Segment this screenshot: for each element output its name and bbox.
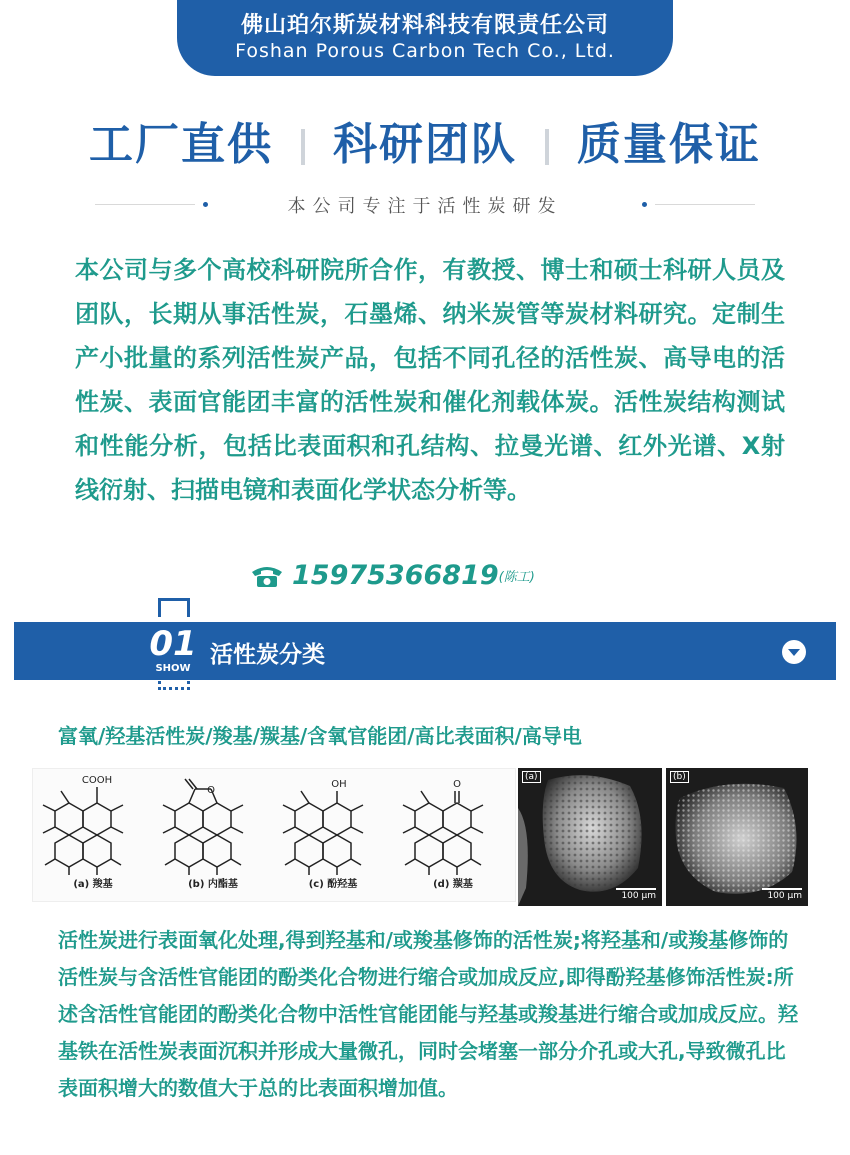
sem-scale-bar: [762, 888, 802, 890]
sem-scale-bar: [616, 888, 656, 890]
slogan-divider: [545, 129, 549, 165]
company-name-cn: 佛山珀尔斯炭材料科技有限责任公司: [240, 13, 609, 38]
keywords-line: 富氧/羟基活性炭/羧基/羰基/含氧官能团/高比表面积/高导电: [58, 724, 582, 748]
slogan-divider: [301, 129, 305, 165]
structure-label: (b) 内酯基: [188, 879, 238, 890]
sem-scale-label: 100 μm: [621, 891, 656, 901]
tagline-dot-right: [642, 202, 647, 207]
structure-carbonyl: [393, 769, 513, 901]
sem-tag: (b): [670, 771, 689, 783]
sem-scale-label: 100 μm: [767, 891, 802, 901]
section-show-label: SHOW: [155, 663, 191, 674]
company-name-en: Foshan Porous Carbon Tech Co., Ltd.: [235, 40, 615, 62]
structure-group-label: OH: [331, 779, 347, 790]
structure-carboxyl: [33, 769, 153, 901]
chemical-structures-figure: [32, 768, 516, 902]
structure-group-label: COOH: [81, 775, 113, 786]
contact-name: (陈工): [498, 570, 535, 585]
expand-button[interactable]: [782, 640, 806, 664]
sem-image-a: [518, 768, 662, 906]
slogan-factory: 工厂直供: [89, 119, 273, 170]
structure-label: (a) 羧基: [73, 879, 113, 890]
structure-phenolic-hydroxyl: [273, 769, 393, 901]
description-paragraph: 活性炭进行表面氧化处理,得到羟基和/或羧基修饰的活性炭;将羟基和/或羧基修饰的活性炭与含活性官能团的酚类化合物进行缩合或加成反应,即得酚羟基修饰活性炭:所述含活性官能团的酚类化合物中活性官能团能与羟基或羧基进行缩合或加成反应。羟基铁在活性炭表面沉积并形成大量微孔，同时会堵塞一部分介孔或大孔,导致微孔比表面积增大的数值大于总的比表面积增加值。: [58, 928, 798, 1100]
sem-image-b: [666, 768, 808, 906]
section-header-bar: [14, 622, 836, 680]
phone-contact[interactable]: [250, 560, 535, 596]
section-bracket-bottom: [158, 681, 190, 690]
slogan-quality: 质量保证: [577, 119, 761, 170]
structure-group-label: O: [453, 779, 461, 790]
phone-number[interactable]: 15975366819: [292, 560, 499, 591]
structure-group-label: O: [207, 785, 215, 796]
chevron-down-icon: [782, 640, 806, 664]
section-number: 01: [149, 624, 197, 664]
intro-paragraph: 本公司与多个高校科研院所合作，有教授、博士和硕士科研人员及团队，长期从事活性炭，石墨烯、纳米炭管等炭材料研究。定制生产小批量的系列活性炭产品，包括不同孔径的活性炭、高导电的活性炭、表面官能团丰富的活性炭和催化剂载体炭。活性炭结构测试和性能分析，包括比表面积和孔结构、拉曼光谱、红外光谱、X射线衍射、扫描电镜和表面化学状态分析等。: [75, 256, 785, 504]
company-banner: [177, 0, 673, 76]
structure-label: (c) 酚羟基: [308, 879, 358, 890]
sem-tag: (a): [522, 771, 541, 783]
tagline-row: [95, 192, 755, 218]
structure-label: (d) 羰基: [433, 879, 473, 890]
telephone-icon: [250, 564, 284, 588]
slogan-row: [0, 108, 850, 168]
section-title: 活性炭分类: [210, 642, 325, 668]
tagline-rule-right: [655, 204, 755, 205]
tagline: 本公司专注于活性炭研发: [287, 196, 563, 217]
slogan-research: 科研团队: [333, 119, 517, 170]
structure-lactone: [153, 769, 273, 901]
section-bracket-top: [158, 598, 190, 617]
